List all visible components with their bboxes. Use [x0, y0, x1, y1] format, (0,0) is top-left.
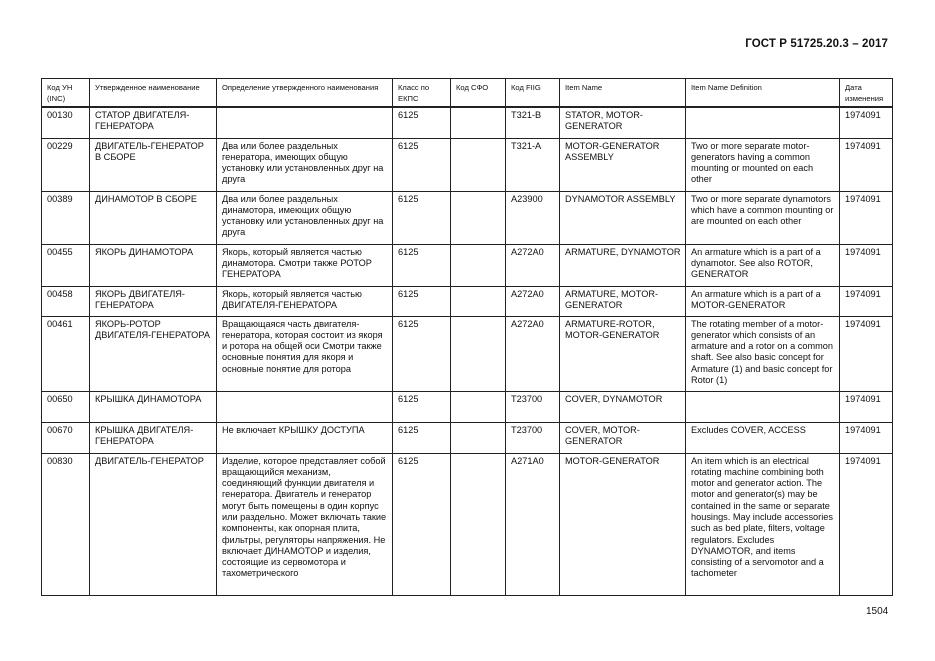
sfo-code-cell: [451, 316, 506, 391]
ekps-class-cell: 6125: [393, 244, 451, 286]
sfo-code-cell: [451, 244, 506, 286]
sfo-code-cell: [451, 391, 506, 422]
ekps-class-cell: 6125: [393, 316, 451, 391]
table-row: [42, 453, 893, 595]
definition-en-cell: Excludes COVER, ACCESS: [686, 422, 840, 453]
definition-en-cell: [686, 107, 840, 138]
sfo-code-cell: [451, 286, 506, 316]
item-name-cell: ARMATURE, DYNAMOTOR: [560, 244, 686, 286]
approved-name-cell: КРЫШКА ДИНАМОТОРА: [90, 391, 217, 422]
sfo-code-cell: [451, 422, 506, 453]
item-name-cell: COVER, DYNAMOTOR: [560, 391, 686, 422]
header-inc-code: Код УН (INC): [42, 79, 90, 108]
definition-ru-cell: Якорь, который является частью ДВИГАТЕЛЯ-ГЕНЕРАТОРА: [217, 286, 393, 316]
inc-code-cell: 00229: [42, 138, 90, 191]
header-fiig-code: Код FIIG: [506, 79, 560, 108]
table-row: [42, 286, 893, 316]
inc-code-cell: 00455: [42, 244, 90, 286]
change-date-cell: 1974091: [840, 453, 893, 595]
definition-en-cell: Two or more separate dynamotors which have a common mounting or are mounted on each other: [686, 191, 840, 244]
header-approved-name-definition: Определение утвержденного наименования: [217, 79, 393, 108]
change-date-cell: 1974091: [840, 107, 893, 138]
fiig-code-cell: A23900: [506, 191, 560, 244]
item-name-cell: STATOR, MOTOR-GENERATOR: [560, 107, 686, 138]
table-row: [42, 422, 893, 453]
header-item-name-definition: Item Name Definition: [686, 79, 840, 108]
table-header-row: [42, 79, 893, 108]
fiig-code-cell: T23700: [506, 391, 560, 422]
fiig-code-cell: A272A0: [506, 244, 560, 286]
ekps-class-cell: 6125: [393, 453, 451, 595]
inc-code-cell: 00830: [42, 453, 90, 595]
inc-code-cell: 00458: [42, 286, 90, 316]
definition-ru-cell: Якорь, который является частью динамотора. Смотри также РОТОР ГЕНЕРАТОРА: [217, 244, 393, 286]
approved-name-cell: ЯКОРЬ-РОТОР ДВИГАТЕЛЯ-ГЕНЕРАТОРА: [90, 316, 217, 391]
approved-name-cell: КРЫШКА ДВИГАТЕЛЯ-ГЕНЕРАТОРА: [90, 422, 217, 453]
approved-name-cell: ДВИГАТЕЛЬ-ГЕНЕРАТОР: [90, 453, 217, 595]
item-name-cell: MOTOR-GENERATOR ASSEMBLY: [560, 138, 686, 191]
approved-name-cell: ЯКОРЬ ДВИГАТЕЛЯ-ГЕНЕРАТОРА: [90, 286, 217, 316]
item-name-table: [41, 78, 893, 596]
inc-code-cell: 00389: [42, 191, 90, 244]
table-row: [42, 107, 893, 138]
page-number: 1504: [866, 606, 889, 617]
definition-ru-cell: Вращающаяся часть двигателя-генератора, которая состоит из якоря и ротора на общей оси Смотри также основные понятия для якоря и основные понятие для ротора: [217, 316, 393, 391]
definition-ru-cell: [217, 107, 393, 138]
table-row: [42, 391, 893, 422]
sfo-code-cell: [451, 107, 506, 138]
fiig-code-cell: A272A0: [506, 286, 560, 316]
fiig-code-cell: A272A0: [506, 316, 560, 391]
header-ekps-class: Класс по ЕКПС: [393, 79, 451, 108]
change-date-cell: 1974091: [840, 244, 893, 286]
ekps-class-cell: 6125: [393, 191, 451, 244]
item-name-cell: MOTOR-GENERATOR: [560, 453, 686, 595]
table-row: [42, 138, 893, 191]
ekps-class-cell: 6125: [393, 286, 451, 316]
sfo-code-cell: [451, 453, 506, 595]
change-date-cell: 1974091: [840, 191, 893, 244]
ekps-class-cell: 6125: [393, 107, 451, 138]
definition-en-cell: An armature which is a part of a MOTOR-GENERATOR: [686, 286, 840, 316]
definition-en-cell: An armature which is a part of a dynamotor. See also ROTOR, GENERATOR: [686, 244, 840, 286]
header-sfo-code: Код СФО: [451, 79, 506, 108]
item-name-cell: COVER, MOTOR-GENERATOR: [560, 422, 686, 453]
approved-name-cell: ДВИГАТЕЛЬ-ГЕНЕРАТОР В СБОРЕ: [90, 138, 217, 191]
table-row: [42, 316, 893, 391]
change-date-cell: 1974091: [840, 286, 893, 316]
definition-ru-cell: Не включает КРЫШКУ ДОСТУПА: [217, 422, 393, 453]
change-date-cell: 1974091: [840, 391, 893, 422]
definition-ru-cell: Два или более раздельных динамотора, имеющих общую установку или установленных друг на друга: [217, 191, 393, 244]
approved-name-cell: ДИНАМОТОР В СБОРЕ: [90, 191, 217, 244]
item-name-cell: ARMATURE-ROTOR, MOTOR-GENERATOR: [560, 316, 686, 391]
header-approved-name: Утвержденное наименование: [90, 79, 217, 108]
fiig-code-cell: T321-A: [506, 138, 560, 191]
definition-ru-cell: Два или более раздельных генератора, имеющих общую установку или установленных друг на друга: [217, 138, 393, 191]
definition-ru-cell: Изделие, которое представляет собой вращающийся механизм, соединяющий функции двигателя и генератора. Двигатель и генератор могут быть помещены в один корпус или раздельно. Может включать такие компоненты, как опорная плита, фильтры, регуляторы напряжения. Не включает ДИНАМОТОР и изделия, состоящие из сервомотора и тахометрического: [217, 453, 393, 595]
item-name-cell: DYNAMOTOR ASSEMBLY: [560, 191, 686, 244]
definition-en-cell: The rotating member of a motor-generator which consists of an armature and a rotor on a common shaft. See also basic concept for Armature (1) and basic concept for Rotor (1): [686, 316, 840, 391]
inc-code-cell: 00670: [42, 422, 90, 453]
header-item-name: Item Name: [560, 79, 686, 108]
ekps-class-cell: 6125: [393, 138, 451, 191]
item-name-cell: ARMATURE, MOTOR-GENERATOR: [560, 286, 686, 316]
definition-en-cell: Two or more separate motor-generators having a common mounting or mounted on each other: [686, 138, 840, 191]
approved-name-cell: СТАТОР ДВИГАТЕЛЯ-ГЕНЕРАТОРА: [90, 107, 217, 138]
approved-name-cell: ЯКОРЬ ДИНАМОТОРА: [90, 244, 217, 286]
header-change-date: Дата изменения: [840, 79, 893, 108]
inc-code-cell: 00650: [42, 391, 90, 422]
definition-en-cell: [686, 391, 840, 422]
sfo-code-cell: [451, 191, 506, 244]
document-code: ГОСТ Р 51725.20.3 – 2017: [745, 38, 888, 50]
inc-code-cell: 00130: [42, 107, 90, 138]
sfo-code-cell: [451, 138, 506, 191]
definition-en-cell: An item which is an electrical rotating machine combining both motor and generator action. The motor and generator(s) may be contained in the same or separate housings. May include accessories such as bed plate, filters, voltage regulators. Excludes DYNAMOTOR, and items consisting of a servomotor and a tachometer: [686, 453, 840, 595]
fiig-code-cell: T23700: [506, 422, 560, 453]
table-row: [42, 191, 893, 244]
change-date-cell: 1974091: [840, 316, 893, 391]
definition-ru-cell: [217, 391, 393, 422]
inc-code-cell: 00461: [42, 316, 90, 391]
change-date-cell: 1974091: [840, 422, 893, 453]
fiig-code-cell: T321-B: [506, 107, 560, 138]
fiig-code-cell: A271A0: [506, 453, 560, 595]
ekps-class-cell: 6125: [393, 391, 451, 422]
table-row: [42, 244, 893, 286]
change-date-cell: 1974091: [840, 138, 893, 191]
ekps-class-cell: 6125: [393, 422, 451, 453]
